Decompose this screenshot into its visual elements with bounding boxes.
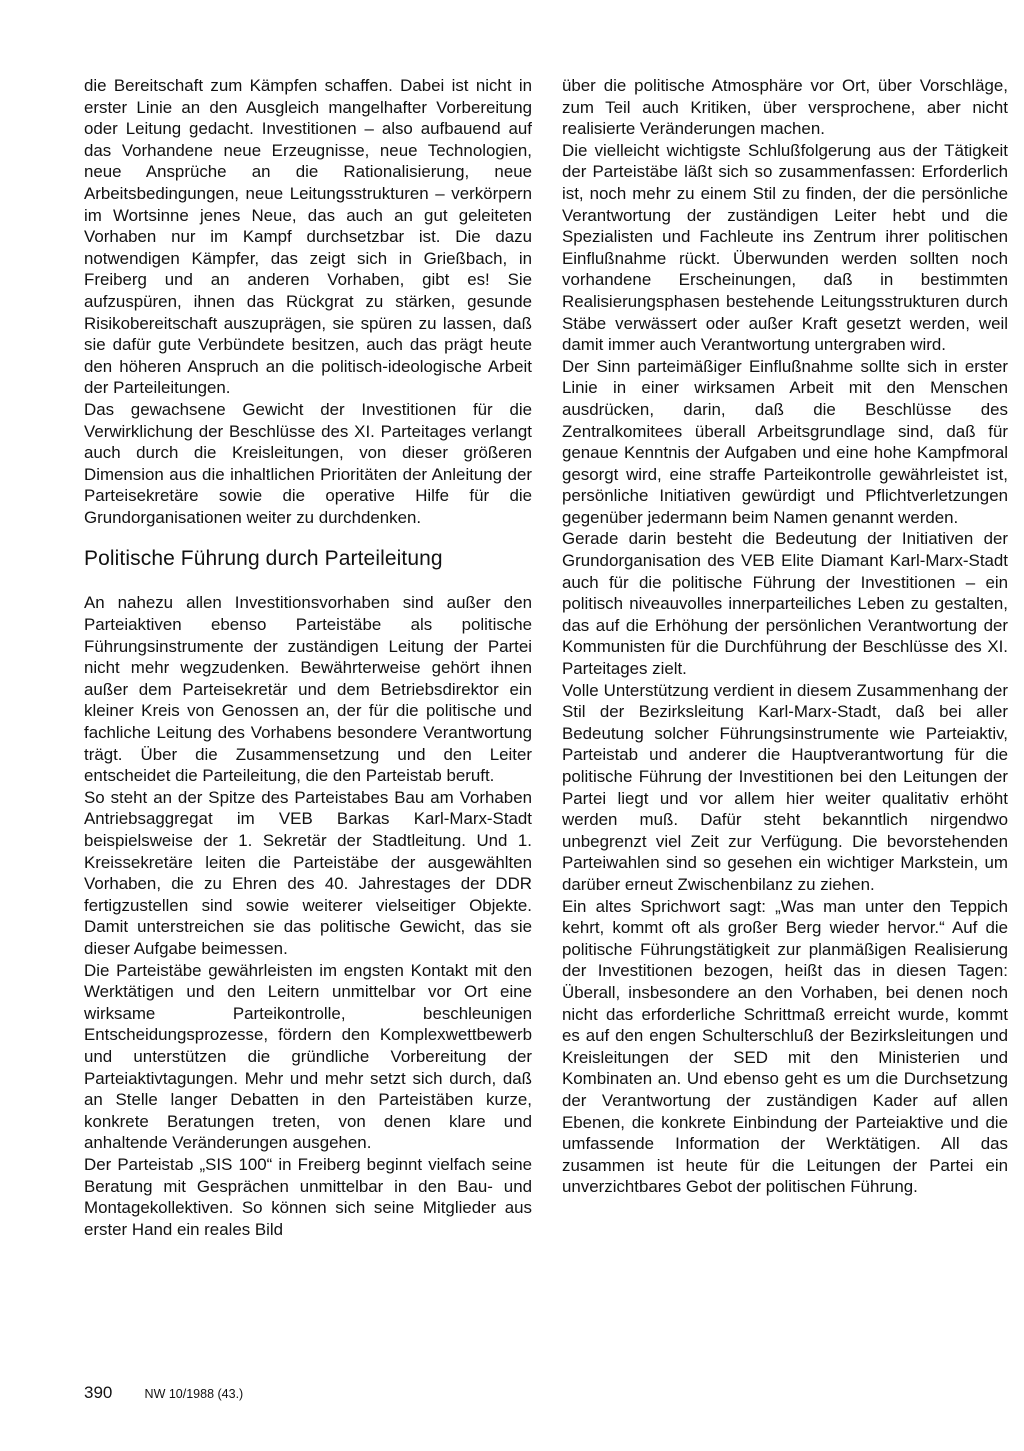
paragraph: Der Sinn parteimäßiger Einflußnahme sollte sich in erster Linie in einer wirksamen Arbeit mit den Menschen ausdrücken, darin, daß die Beschlüsse des Zentralkomitees überall Arbeitsgrundlage sind, daß für genaue Kenntnis der Aufgaben und eine hohe Kampfmoral gesorgt wird, eine straffe Parteikontrolle gewährleistet ist, persönliche Initiativen gewürdigt und Pflichtverletzungen gegenüber jedermann beim Namen genannt werden. <box>562 356 1008 527</box>
paragraph: Die Parteistäbe gewährleisten im engsten Kontakt mit den Werktätigen und den Leitern unmittelbar vor Ort eine wirksame Parteikontrolle, beschleunigen Entscheidungsprozesse, fördern den Komplexwettbewerb und unterstützen die gründliche Vorbereitung der Parteiaktivtagungen. Mehr und mehr setzt sich durch, daß an Stelle langer Debatten in den Parteistäben kurze, konkrete Beratungen treten, von denen klare und anhaltende Veränderungen ausgehen. <box>84 960 532 1153</box>
page-number: 390 <box>84 1383 113 1402</box>
paragraph: Das gewachsene Gewicht der Investitionen für die Verwirklichung der Beschlüsse des XI. Parteitages verlangt auch durch die Kreisleitungen, von dieser größeren Dimension aus die inhaltlichen Prioritäten der Anleitung der Parteisekretäre sowie die operative Hilfe für die Grundorganisationen weiter zu durchdenken. <box>84 399 532 527</box>
left-column <box>84 75 532 1240</box>
paragraph: die Bereitschaft zum Kämpfen schaffen. Dabei ist nicht in erster Linie an den Ausgleich mangelhafter Vorbereitung oder Leitung gedacht. Investitionen – also aufbauend auf das Vorhandene neue Erzeugnisse, neue Technologien, neue Ansprüche an die Rationalisierung, neue Arbeitsbedingungen, neue Leitungsstrukturen – verkörpern im Wortsinne jenes Neue, das auch an gut geleiteten Vorhaben nur im Kampf durchsetzbar ist. Die dazu notwendigen Kämpfer, das zeigt sich in Grießbach, in Freiberg und an anderen Vorhaben, gibt es! Sie aufzuspüren, ihnen das Rückgrat zu stärken, gesunde Risikobereitschaft auszuprägen, sie spüren zu lassen, daß sie dafür gute Verbündete besitzen, auch das prägt heute den höheren Anspruch an die politisch-ideologische Arbeit der Parteileitungen. <box>84 76 532 398</box>
paragraph: Ein altes Sprichwort sagt: „Was man unter den Teppich kehrt, kommt oft als großer Berg wieder hervor.“ Auf die politische Führungstätigkeit zur planmäßigen Realisierung der Investitionen bezogen, heißt das in diesen Tagen: Überall, insbesondere an den Vorhaben, bei denen noch nicht das erforderliche Schrittmaß erreicht wurde, kommt es auf den engen Schulterschluß der Bezirksleitungen und Kreisleitungen der SED mit den Ministerien und Kombinaten an. Und ebenso geht es um die Durchsetzung der Verantwortung der zuständigen Kader auf allen Ebenen, die konkrete Einbindung der Parteiaktive und die umfassende Information der Werktätigen. All das zusammen ist heute für die Leitungen der Partei ein unverzichtbares Gebot der politischen Führung. <box>562 896 1008 1197</box>
right-column <box>562 75 1008 1198</box>
paragraph: Die vielleicht wichtigste Schlußfolgerung aus der Tätigkeit der Parteistäbe läßt sich so zusammenfassen: Erforderlich ist, noch mehr zu einem Stil zu finden, der die persönliche Verantwortung der zuständigen Leiter hebt und die Spezialisten und Fachleute ins Zentrum ihrer politischen Einflußnahme rückt. Überwunden werden sollten noch vorhandene Erscheinungen, daß in bestimmten Realisierungsphasen bestehende Leitungsstrukturen durch Stäbe verwässert oder außer Kraft gesetzt werden, weil damit immer auch Verantwortung untergraben wird. <box>562 140 1008 355</box>
paragraph: Gerade darin besteht die Bedeutung der Initiativen der Grundorganisation des VEB Elite Diamant Karl-Marx-Stadt auch für die politische Führung der Investitionen – ein politisch niveauvolles innerparteiliches Leben zu gestalten, das auf die Erhöhung der persönlichen Verantwortung der Kommunisten für die Durchführung der Beschlüsse des XI. Parteitages zielt. <box>562 529 1008 679</box>
section-heading: Politische Führung durch Parteileitung <box>84 547 443 571</box>
page-footer <box>84 1384 243 1403</box>
paragraph: über die politische Atmosphäre vor Ort, über Vorschläge, zum Teil auch Kritiken, über versprochene, aber nicht realisierte Veränderungen machen. <box>562 76 1008 139</box>
issue-reference: NW 10/1988 (43.) <box>144 1387 244 1401</box>
paragraph: Der Parteistab „SIS 100“ in Freiberg beginnt vielfach seine Beratung mit Gesprächen unmittelbar in den Bau- und Montagekollektiven. So können sich seine Mitglieder aus erster Hand ein reales Bild <box>84 1154 532 1239</box>
paragraph: Volle Unterstützung verdient in diesem Zusammenhang der Stil der Bezirksleitung Karl-Marx-Stadt, daß bei aller Bedeutung solcher Führungsinstrumente wie Parteiaktiv, Parteistab und anderer die Hauptverantwortung für die politische Führung der Investitionen bei den Leitungen der Partei liegt und vor allem hier weiter qualitativ erhöht werden muß. Dafür steht bekanntlich nirgendwo unbegrenzt viel Zeit zur Verfügung. Die bevorstehenden Parteiwahlen sind so gesehen ein wichtiger Markstein, um darüber erneut Zwischenbilanz zu ziehen. <box>562 680 1008 894</box>
paragraph: So steht an der Spitze des Parteistabes Bau am Vorhaben Antriebsaggregat im VEB Barkas Karl-Marx-Stadt beispielsweise der 1. Sekretär der Stadtleitung. Und 1. Kreissekretäre leiten die Parteistäbe der ausgewählten Vorhaben, die zu Ehren des 40. Jahrestages der DDR fertigzustellen sind sowie weiterer vielseitiger Objekte. Damit unterstreichen sie das politische Gewicht, das sie dieser Aufgabe beimessen. <box>84 787 532 958</box>
paragraph: An nahezu allen Investitionsvorhaben sind außer den Parteiaktiven ebenso Parteistäbe als politische Führungsinstrumente der zuständigen Leitung der Partei nicht mehr wegzudenken. Bewährterweise gehört ihnen außer dem Parteisekretär und dem Betriebsdirektor ein kleiner Kreis von Genossen an, der für die politische und fachliche Leitung des Vorhabens besondere Verantwortung trägt. Über die Zusammensetzung und den Leiter entscheidet die Parteileitung, die den Parteistab beruft. <box>84 593 532 786</box>
